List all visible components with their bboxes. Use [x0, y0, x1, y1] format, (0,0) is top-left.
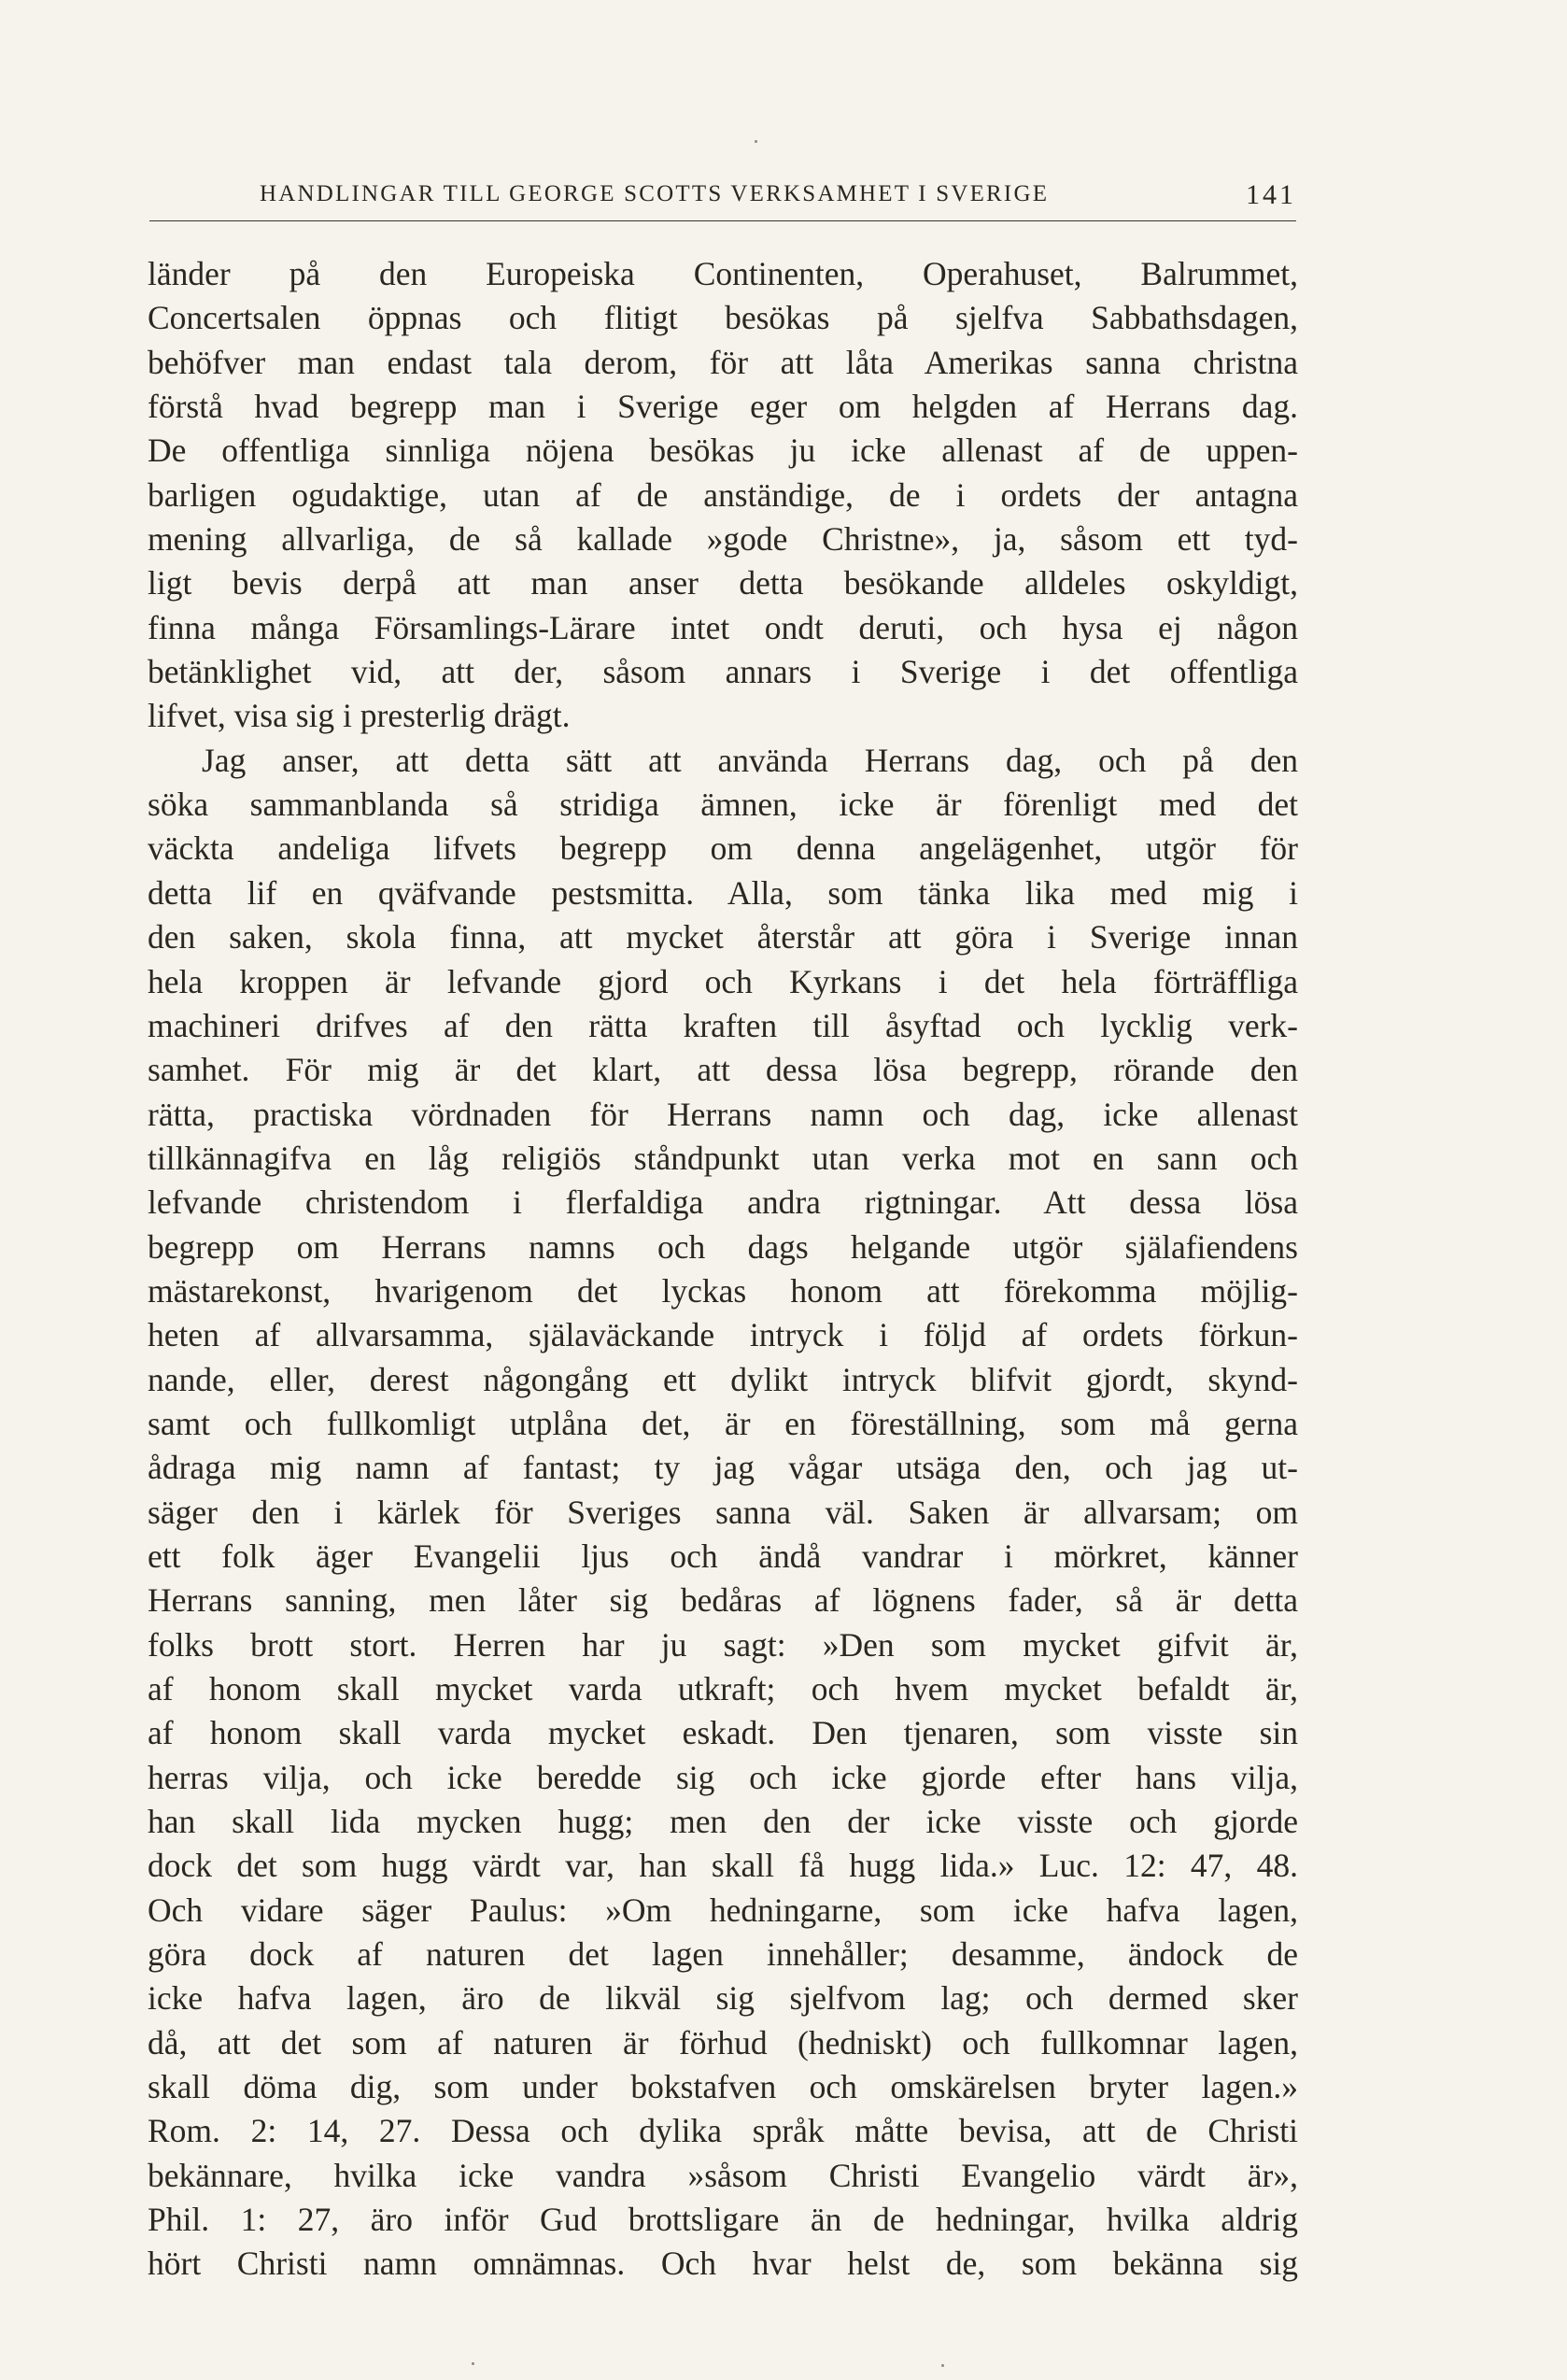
text-line: betänklighet vid, att der, såsom annars i Sverige i det offentliga: [148, 653, 1298, 691]
text-line: förstå hvad begrepp man i Sverige eger om helgden af Herrans dag.: [148, 388, 1298, 426]
text-line: mening allvarliga, de så kallade »gode Christne», ja, såsom ett tyd-: [148, 520, 1298, 559]
scan-speck: [755, 140, 757, 143]
text-line: machineri drifves af den rätta kraften till åsyftad och lycklig verk-: [148, 1006, 1298, 1044]
text-line: han skall lida mycken hugg; men den der icke visste och gjorde: [148, 1803, 1298, 1841]
text-line: behöfver man endast tala derom, för att låta Amerikas sanna christna: [148, 343, 1298, 381]
text-line: af honom skall varda mycket eskadt. Den tjenaren, som visste sin: [148, 1714, 1298, 1752]
text-line: barligen ogudaktige, utan af de anständige, de i ordets der antagna: [148, 475, 1298, 514]
text-line: säger den i kärlek för Sveriges sanna väl. Saken är allvarsam; om: [148, 1493, 1298, 1531]
text-line: ligt bevis derpå att man anser detta besökande alldeles oskyldigt,: [148, 564, 1298, 602]
text-line: samt och fullkomligt utplåna det, är en föreställning, som må gerna: [148, 1404, 1298, 1442]
text-line: hela kroppen är lefvande gjord och Kyrkans i det hela förträffliga: [148, 962, 1298, 1000]
body-text: [148, 252, 1298, 2287]
text-line: Herrans sanning, men låter sig bedåras af lögnens fader, så är detta: [148, 1581, 1298, 1620]
text-line: tillkännagifva en låg religiös ståndpunkt utan verka mot en sann och: [148, 1139, 1298, 1177]
text-line: Concertsalen öppnas och flitigt besökas på sjelfva Sabbathsdagen,: [148, 299, 1298, 337]
text-line: heten af allvarsamma, själaväckande intryck i följd af ordets förkun-: [148, 1316, 1298, 1354]
text-line: folks brott stort. Herren har ju sagt: »Den som mycket gifvit är,: [148, 1625, 1298, 1664]
running-header: [149, 177, 1296, 221]
text-line: herras vilja, och icke beredde sig och icke gjorde efter hans vilja,: [148, 1758, 1298, 1796]
text-line: bekännare, hvilka icke vandra »såsom Christi Evangelio värdt är»,: [148, 2156, 1298, 2194]
text-line: lefvande christendom i flerfaldiga andra rigtningar. Att dessa lösa: [148, 1183, 1298, 1222]
text-line: detta lif en qväfvande pestsmitta. Alla, som tänka lika med mig i: [148, 873, 1298, 912]
text-line: väckta andeliga lifvets begrepp om denna angelägenhet, utgör för: [148, 829, 1298, 868]
text-line: rätta, practiska vördnaden för Herrans namn och dag, icke allenast: [148, 1095, 1298, 1133]
text-line: göra dock af naturen det lagen innehåller; desamme, ändock de: [148, 1935, 1298, 1974]
text-line: icke hafva lagen, äro de likväl sig sjelfvom lag; och dermed sker: [148, 1979, 1298, 2018]
text-line: länder på den Europeiska Continenten, Operahuset, Balrummet,: [148, 255, 1298, 292]
text-line: De offentliga sinnliga nöjena besökas ju icke allenast af de uppen-: [148, 432, 1298, 470]
text-line: Phil. 1: 27, äro inför Gud brottsligare än de hedningar, hvilka aldrig: [148, 2201, 1298, 2239]
running-title: HANDLINGAR TILL GEORGE SCOTTS VERKSAMHET I SVERIGE: [260, 181, 1050, 206]
scan-speck: [472, 2362, 474, 2365]
paragraph-end-line: lifvet, visa sig i presterlig drägt.: [148, 697, 571, 735]
text-line: Och vidare säger Paulus: »Om hedningarne, som icke hafva lagen,: [148, 1891, 1298, 1929]
text-line: Rom. 2: 14, 27. Dessa och dylika språk måtte bevisa, att de Christi: [148, 2112, 1298, 2150]
text-line: mästarekonst, hvarigenom det lyckas honom att förekomma möjlig-: [148, 1271, 1298, 1310]
text-line: den saken, skola finna, att mycket återstår att göra i Sverige innan: [148, 918, 1298, 956]
text-line: hört Christi namn omnämnas. Och hvar helst de, som bekänna sig: [148, 2245, 1298, 2283]
text-line: dock det som hugg värdt var, han skall få hugg lida.» Luc. 12: 47, 48.: [148, 1847, 1298, 1885]
text-line: söka sammanblanda så stridiga ämnen, icke är förenligt med det: [148, 786, 1298, 824]
scan-speck: [941, 2364, 944, 2367]
page-number: 141: [1246, 179, 1296, 210]
text-line: ett folk äger Evangelii ljus och ändå vandrar i mörkret, känner: [148, 1537, 1298, 1575]
text-line: samhet. För mig är det klart, att dessa lösa begrepp, rörande den: [148, 1051, 1298, 1089]
text-line: ådraga mig namn af fantast; ty jag vågar utsäga den, och jag ut-: [148, 1449, 1298, 1487]
text-line: nande, eller, derest någongång ett dylikt intryck blifvit gjordt, skynd-: [148, 1360, 1298, 1398]
text-line: begrepp om Herrans namns och dags helgande utgör själafiendens: [148, 1227, 1298, 1266]
text-line: skall döma dig, som under bokstafven och omskärelsen bryter lagen.»: [148, 2068, 1298, 2106]
text-line: då, att det som af naturen är förhud (hedniskt) och fullkomnar lagen,: [148, 2023, 1298, 2061]
text-line: finna många Församlings-Lärare intet ondt deruti, och hysa ej någon: [148, 608, 1298, 646]
paragraph-start-line: Jag anser, att detta sätt att använda Herrans dag, och på den: [202, 741, 1298, 779]
text-line: af honom skall mycket varda utkraft; och hvem mycket befaldt är,: [148, 1670, 1298, 1707]
